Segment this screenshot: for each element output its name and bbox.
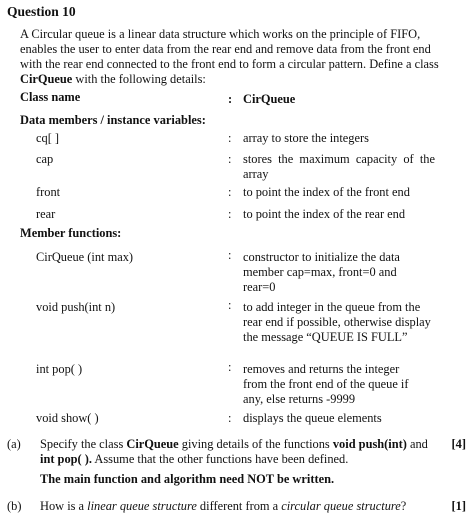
member-function-desc: to add integer in the queue from the rear end if possible, otherwise display the message “QUEUE IS FULL” <box>243 300 431 344</box>
data-member-desc: array to store the integers <box>243 131 369 145</box>
class-name-value: CirQueue <box>243 92 296 106</box>
class-name-colon: : <box>228 92 233 106</box>
part-b-text-3: ? <box>400 499 407 513</box>
member-function-colon: : <box>228 360 232 374</box>
data-member-desc: to point the index of the rear end <box>243 207 406 221</box>
member-function-name: int pop( ) <box>36 362 83 376</box>
part-b-text <box>40 499 406 514</box>
part-a-text-4: Assume that the other functions have been defined. <box>91 452 349 466</box>
member-function-colon: : <box>228 248 232 262</box>
member-function-name: void push(int n) <box>36 300 116 314</box>
intro-line-3: with the rear end connected to the front end to form a circular pattern. Define a class <box>20 57 439 71</box>
member-function-colon: : <box>228 411 232 425</box>
data-member-desc: stores the maximum capacity of the array <box>243 152 435 181</box>
member-function-desc: removes and returns the integer from the front end of the queue if any, else returns -9999 <box>243 362 409 406</box>
part-b-label: (b) <box>7 499 22 513</box>
part-a-text-1: Specify the class <box>40 437 127 451</box>
member-function-desc: constructor to initialize the data member cap=max, front=0 and rear=0 <box>243 250 400 294</box>
data-member-name: cap <box>36 152 54 166</box>
data-member-colon: : <box>228 207 232 221</box>
question-title: Question 10 <box>7 4 76 19</box>
part-a-line-2 <box>40 452 438 467</box>
part-a-text <box>40 437 438 467</box>
intro-line-1: A Circular queue is a linear data structure which works on the principle of FIFO, <box>20 27 421 41</box>
data-member-colon: : <box>228 185 232 199</box>
part-a-note: The main function and algorithm need NOT be written. <box>40 472 335 486</box>
member-functions-heading: Member functions: <box>20 226 122 240</box>
intro-line-2: enables the user to enter data from the rear end and remove data from the front end <box>20 42 431 56</box>
member-function-desc: displays the queue elements <box>243 411 382 425</box>
part-b-linear-term: linear queue structure <box>87 499 197 513</box>
data-member-name: front <box>36 185 61 199</box>
question-intro <box>20 27 460 87</box>
member-function-colon: : <box>228 298 232 312</box>
part-a-label: (a) <box>7 437 21 451</box>
intro-line-4-rest: with the following details: <box>72 72 206 86</box>
data-member-desc: to point the index of the front end <box>243 185 410 199</box>
data-member-name: rear <box>36 207 56 221</box>
part-a-text-2: giving details of the functions <box>178 437 333 451</box>
part-b-circular-term: circular queue structure <box>281 499 401 513</box>
data-members-heading: Data members / instance variables: <box>20 113 206 127</box>
intro-line-4 <box>20 72 460 87</box>
data-member-colon: : <box>228 131 232 145</box>
member-function-name: CirQueue (int max) <box>36 250 134 264</box>
part-b-text-2: different from a <box>196 499 282 513</box>
data-member-colon: : <box>228 152 232 166</box>
class-name-label: Class name <box>20 90 81 104</box>
part-a-marks: [4] <box>451 437 466 451</box>
member-function-name: void show( ) <box>36 411 99 425</box>
part-b-marks: [1] <box>451 499 466 513</box>
intro-class-name: CirQueue <box>20 72 73 86</box>
part-a-pop-signature: int pop( ). <box>40 452 92 466</box>
part-a-text-3: and <box>406 437 428 451</box>
part-a-push-signature: void push(int) <box>332 437 407 451</box>
part-a-line-1 <box>40 437 438 452</box>
part-a-class-name: CirQueue <box>126 437 179 451</box>
part-b-text-1: How is a <box>40 499 88 513</box>
data-member-name: cq[ ] <box>36 131 60 145</box>
